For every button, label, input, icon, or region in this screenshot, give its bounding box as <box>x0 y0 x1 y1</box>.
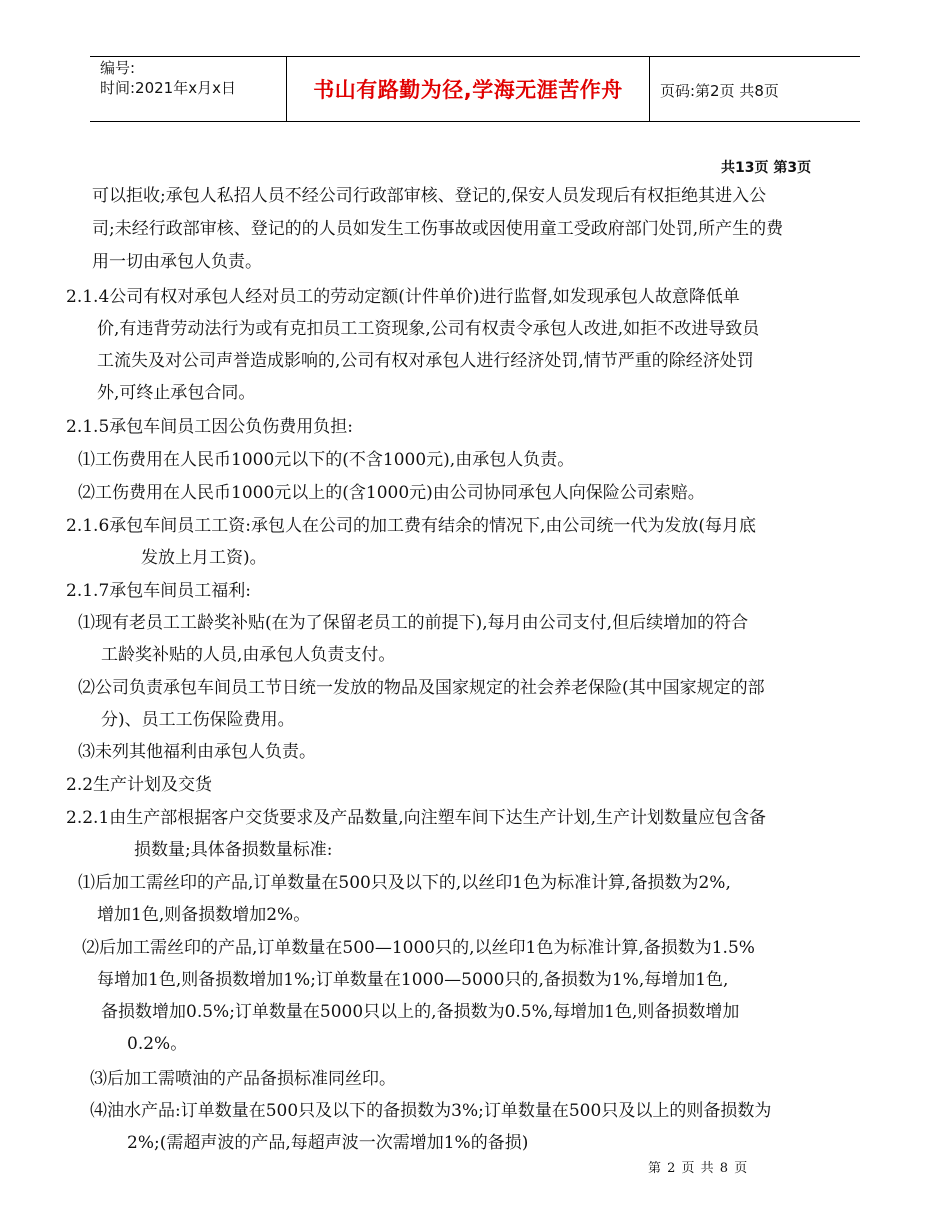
body-line: ⑵工伤费用在人民币1000元以上的(含1000元)由公司协同承包人向保险公司索赔。 <box>78 483 705 503</box>
body-line: 工流失及对公司声誉造成影响的,公司有权对承包人进行经济处罚,情节严重的除经济处罚 <box>97 351 754 371</box>
body-line: ⑵后加工需丝印的产品,订单数量在500—1000只的,以丝印1色为标准计算,备损数为1.5% <box>82 938 755 958</box>
body-line: ⑷油水产品:订单数量在500只及以下的备损数为3%;订单数量在500只及以上的则备损数为 <box>90 1101 772 1121</box>
body-line: 用一切由承包人负责。 <box>92 252 262 272</box>
document-id-label: 编号: <box>100 59 136 77</box>
body-line: 2.1.6承包车间员工工资:承包人在公司的加工费有结余的情况下,由公司统一代为发放(每月底 <box>66 516 757 536</box>
header-page-info: 页码:第2页 共8页 <box>660 82 779 100</box>
body-line: 可以拒收;承包人私招人员不经公司行政部审核、登记的,保安人员发现后有权拒绝其进入公 <box>92 186 767 206</box>
body-line: ⑴后加工需丝印的产品,订单数量在500只及以下的,以丝印1色为标准计算,备损数为2%, <box>78 873 731 893</box>
body-line: 2.1.7承包车间员工福利: <box>66 581 251 601</box>
body-line: 价,有违背劳动法行为或有克扣员工工资现象,公司有权责令承包人改进,如拒不改进导致员 <box>97 319 760 339</box>
body-line: ⑴现有老员工工龄奖补贴(在为了保留老员工的前提下),每月由公司支付,但后续增加的符合 <box>78 613 749 633</box>
header-meta <box>100 58 236 98</box>
body-line: 外,可终止承包合同。 <box>97 383 256 403</box>
body-line: ⑶后加工需喷油的产品备损标准同丝印。 <box>90 1069 396 1089</box>
document-time-label: 时间:2021年x月x日 <box>100 79 236 97</box>
body-line: 备损数增加0.5%;订单数量在5000只以上的,备损数为0.5%,每增加1色,则备损数增加 <box>101 1002 740 1022</box>
body-line: 2%;(需超声波的产品,每超声波一次需增加1%的备损) <box>127 1133 529 1153</box>
body-line: 2.1.4公司有权对承包人经对员工的劳动定额(计件单价)进行监督,如发现承包人故意降低单 <box>66 287 740 307</box>
header-divider <box>649 56 650 122</box>
body-line: ⑵公司负责承包车间员工节日统一发放的物品及国家规定的社会养老保险(其中国家规定的部 <box>78 678 765 698</box>
page-footer: 第 2 页 共 8 页 <box>648 1161 749 1176</box>
body-line: ⑶未列其他福利由承包人负责。 <box>78 742 316 762</box>
body-line: 0.2%。 <box>127 1034 188 1054</box>
header-divider <box>286 56 287 122</box>
body-line: 2.2生产计划及交货 <box>66 775 213 795</box>
body-line: 司;未经行政部审核、登记的的人员如发生工伤事故或因使用童工受政府部门处罚,所产生的费 <box>92 219 784 239</box>
body-line: 2.1.5承包车间员工因公负伤费用负担: <box>66 417 353 437</box>
body-line: 损数量;具体备损数量标准: <box>134 840 333 860</box>
body-line: 分)、员工工伤保险费用。 <box>101 710 295 730</box>
body-line: 发放上月工资)。 <box>141 548 267 568</box>
header-motto: 书山有路勤为径,学海无涯苦作舟 <box>313 78 623 102</box>
body-line: 每增加1色,则备损数增加1%;订单数量在1000—5000只的,备损数为1%,每增加1色, <box>97 970 729 990</box>
body-line: ⑴工伤费用在人民币1000元以下的(不含1000元),由承包人负责。 <box>78 450 575 470</box>
document-page-info: 共13页 第3页 <box>721 160 812 176</box>
body-line: 工龄奖补贴的人员,由承包人负责支付。 <box>101 645 396 665</box>
body-line: 2.2.1由生产部根据客户交货要求及产品数量,向注塑车间下达生产计划,生产计划数量应包含备 <box>66 808 767 828</box>
body-line: 增加1色,则备损数增加2%。 <box>97 905 311 925</box>
